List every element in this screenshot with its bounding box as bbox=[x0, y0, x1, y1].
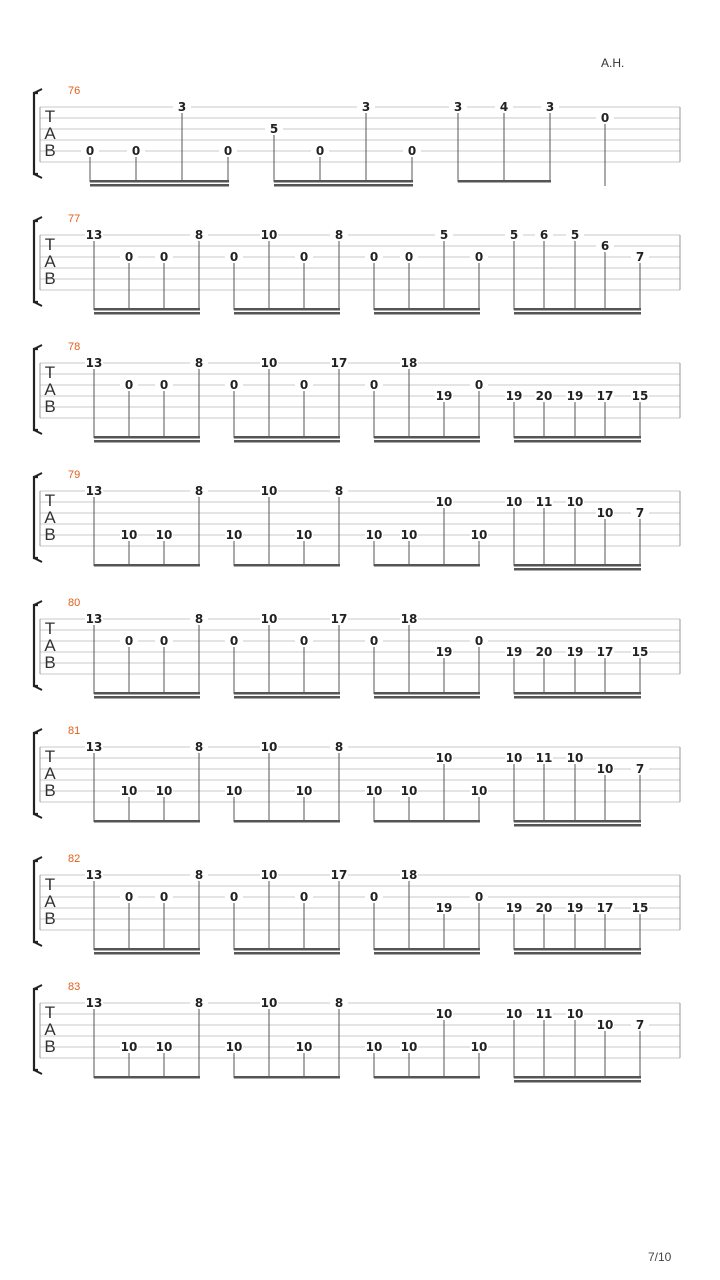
fret-number: 0 bbox=[299, 890, 309, 904]
note-beam bbox=[94, 1076, 200, 1079]
fret-number: 10 bbox=[505, 751, 523, 765]
fret-number: 0 bbox=[229, 890, 239, 904]
system-bracket bbox=[34, 349, 38, 430]
fret-number: 6 bbox=[539, 228, 549, 242]
measure-number: 81 bbox=[68, 725, 81, 737]
note-beam bbox=[234, 436, 340, 439]
note-beam bbox=[234, 692, 340, 695]
tab-system bbox=[34, 213, 680, 315]
fret-number: 19 bbox=[566, 645, 584, 659]
fret-number: 10 bbox=[260, 228, 278, 242]
fret-number: 0 bbox=[474, 250, 484, 264]
fret-number: 10 bbox=[155, 784, 173, 798]
note-beam bbox=[514, 696, 641, 699]
tab-clef-letter: T bbox=[44, 107, 56, 126]
fret-number: 10 bbox=[400, 1040, 418, 1054]
note-beam bbox=[94, 308, 200, 311]
fret-number: 0 bbox=[229, 378, 239, 392]
fret-number: 10 bbox=[400, 528, 418, 542]
fret-number: 0 bbox=[600, 111, 610, 125]
fret-number: 10 bbox=[596, 762, 614, 776]
fret-number: 10 bbox=[260, 612, 278, 626]
tab-system bbox=[34, 981, 680, 1083]
fret-number: 8 bbox=[334, 996, 344, 1010]
fret-number: 0 bbox=[229, 250, 239, 264]
tab-system bbox=[34, 469, 680, 571]
tab-clef-letter: T bbox=[44, 747, 56, 766]
fret-number: 0 bbox=[124, 634, 134, 648]
fret-number: 10 bbox=[566, 1007, 584, 1021]
fret-number: 7 bbox=[635, 506, 645, 520]
note-beam bbox=[94, 564, 200, 567]
note-beam bbox=[374, 440, 480, 443]
note-beam bbox=[234, 312, 340, 315]
fret-number: 10 bbox=[505, 1007, 523, 1021]
fret-number: 5 bbox=[269, 122, 279, 136]
fret-number: 8 bbox=[334, 228, 344, 242]
fret-number: 19 bbox=[435, 389, 453, 403]
fret-number: 15 bbox=[631, 901, 649, 915]
fret-number: 11 bbox=[535, 495, 553, 509]
tab-clef-letter: B bbox=[44, 1037, 56, 1056]
fret-number: 10 bbox=[120, 528, 138, 542]
fret-number: 15 bbox=[631, 645, 649, 659]
fret-number: 10 bbox=[260, 996, 278, 1010]
measure-number: 82 bbox=[68, 853, 81, 865]
fret-number: 17 bbox=[330, 868, 348, 882]
fret-number: 0 bbox=[229, 634, 239, 648]
tab-clef-letter: B bbox=[44, 141, 56, 160]
fret-number: 17 bbox=[596, 389, 614, 403]
fret-number: 10 bbox=[435, 1007, 453, 1021]
fret-number: 0 bbox=[159, 378, 169, 392]
measure-number: 76 bbox=[68, 85, 81, 97]
fret-number: 0 bbox=[299, 634, 309, 648]
note-beam bbox=[374, 312, 480, 315]
note-beam bbox=[94, 696, 200, 699]
fret-number: 0 bbox=[369, 634, 379, 648]
note-beam bbox=[374, 820, 480, 823]
page-number: 7/10 bbox=[648, 1250, 672, 1264]
fret-number: 10 bbox=[566, 751, 584, 765]
fret-number: 0 bbox=[299, 250, 309, 264]
fret-number: 11 bbox=[535, 751, 553, 765]
system-bracket bbox=[34, 733, 38, 814]
fret-number: 17 bbox=[330, 612, 348, 626]
fret-number: 8 bbox=[194, 612, 204, 626]
measure-number: 77 bbox=[68, 213, 81, 225]
system-bracket bbox=[34, 605, 38, 686]
fret-number: 13 bbox=[85, 228, 103, 242]
tab-clef-letter: T bbox=[44, 235, 56, 254]
fret-number: 10 bbox=[470, 528, 488, 542]
note-beam bbox=[234, 440, 340, 443]
fret-number: 10 bbox=[435, 495, 453, 509]
fret-number: 10 bbox=[260, 356, 278, 370]
fret-number: 10 bbox=[596, 1018, 614, 1032]
tab-clef-letter: B bbox=[44, 269, 56, 288]
fret-number: 8 bbox=[194, 356, 204, 370]
fret-number: 10 bbox=[365, 1040, 383, 1054]
note-beam bbox=[94, 692, 200, 695]
fret-number: 10 bbox=[400, 784, 418, 798]
fret-number: 10 bbox=[225, 784, 243, 798]
note-beam bbox=[514, 564, 641, 567]
note-beam bbox=[514, 436, 641, 439]
fret-number: 19 bbox=[435, 901, 453, 915]
note-beam bbox=[90, 184, 229, 187]
note-beam bbox=[94, 440, 200, 443]
fret-number: 7 bbox=[635, 250, 645, 264]
note-beam bbox=[90, 180, 229, 183]
fret-number: 19 bbox=[505, 901, 523, 915]
tab-clef-letter: B bbox=[44, 397, 56, 416]
fret-number: 3 bbox=[177, 100, 187, 114]
measure-number: 80 bbox=[68, 597, 81, 609]
note-beam bbox=[234, 696, 340, 699]
fret-number: 19 bbox=[566, 389, 584, 403]
fret-number: 13 bbox=[85, 868, 103, 882]
fret-number: 0 bbox=[124, 378, 134, 392]
note-beam bbox=[234, 308, 340, 311]
tab-clef-letter: A bbox=[44, 508, 56, 527]
fret-number: 10 bbox=[295, 1040, 313, 1054]
note-beam bbox=[514, 948, 641, 951]
tab-clef-letter: B bbox=[44, 653, 56, 672]
fret-number: 0 bbox=[299, 378, 309, 392]
fret-number: 13 bbox=[85, 740, 103, 754]
fret-number: 8 bbox=[334, 740, 344, 754]
fret-number: 10 bbox=[596, 506, 614, 520]
tab-clef-letter: A bbox=[44, 636, 56, 655]
tab-clef-letter: A bbox=[44, 380, 56, 399]
note-beam bbox=[234, 948, 340, 951]
tab-system bbox=[34, 341, 680, 443]
note-beam bbox=[374, 436, 480, 439]
tab-system bbox=[34, 725, 680, 827]
fret-number: 0 bbox=[223, 144, 233, 158]
fret-number: 3 bbox=[453, 100, 463, 114]
measure-number: 79 bbox=[68, 469, 81, 481]
note-beam bbox=[94, 312, 200, 315]
fret-number: 0 bbox=[369, 250, 379, 264]
tab-system bbox=[34, 85, 680, 187]
note-beam bbox=[274, 180, 413, 183]
fret-number: 10 bbox=[260, 740, 278, 754]
note-beam bbox=[374, 952, 480, 955]
fret-number: 10 bbox=[260, 868, 278, 882]
tab-clef-letter: B bbox=[44, 909, 56, 928]
fret-number: 17 bbox=[330, 356, 348, 370]
fret-number: 18 bbox=[400, 868, 418, 882]
note-beam bbox=[514, 312, 641, 315]
tab-system bbox=[34, 853, 680, 955]
note-beam bbox=[514, 952, 641, 955]
tab-system bbox=[34, 597, 680, 699]
note-beam bbox=[514, 568, 641, 571]
fret-number: 10 bbox=[470, 784, 488, 798]
system-bracket bbox=[34, 861, 38, 942]
fret-number: 10 bbox=[120, 1040, 138, 1054]
fret-number: 10 bbox=[225, 528, 243, 542]
note-beam bbox=[374, 1076, 480, 1079]
tab-clef-letter: T bbox=[44, 491, 56, 510]
fret-number: 18 bbox=[400, 356, 418, 370]
note-beam bbox=[94, 952, 200, 955]
fret-number: 0 bbox=[159, 634, 169, 648]
fret-number: 0 bbox=[404, 250, 414, 264]
fret-number: 7 bbox=[635, 762, 645, 776]
fret-number: 10 bbox=[365, 784, 383, 798]
system-bracket bbox=[34, 989, 38, 1070]
fret-number: 0 bbox=[369, 890, 379, 904]
fret-number: 13 bbox=[85, 996, 103, 1010]
fret-number: 20 bbox=[535, 645, 553, 659]
note-beam bbox=[514, 820, 641, 823]
note-beam bbox=[514, 1080, 641, 1083]
tab-clef-letter: A bbox=[44, 1020, 56, 1039]
fret-number: 8 bbox=[194, 740, 204, 754]
fret-number: 17 bbox=[596, 901, 614, 915]
note-beam bbox=[514, 1076, 641, 1079]
fret-number: 18 bbox=[400, 612, 418, 626]
fret-number: 7 bbox=[635, 1018, 645, 1032]
fret-number: 8 bbox=[194, 996, 204, 1010]
tab-clef-letter: B bbox=[44, 781, 56, 800]
fret-number: 4 bbox=[499, 100, 509, 114]
note-beam bbox=[374, 308, 480, 311]
note-beam bbox=[374, 696, 480, 699]
measure-number: 78 bbox=[68, 341, 81, 353]
note-beam bbox=[94, 948, 200, 951]
fret-number: 10 bbox=[566, 495, 584, 509]
fret-number: 13 bbox=[85, 356, 103, 370]
tab-clef-letter: T bbox=[44, 619, 56, 638]
note-beam bbox=[514, 440, 641, 443]
note-beam bbox=[234, 564, 340, 567]
note-beam bbox=[374, 948, 480, 951]
fret-number: 0 bbox=[131, 144, 141, 158]
fret-number: 11 bbox=[535, 1007, 553, 1021]
fret-number: 13 bbox=[85, 484, 103, 498]
fret-number: 3 bbox=[361, 100, 371, 114]
fret-number: 20 bbox=[535, 901, 553, 915]
fret-number: 10 bbox=[295, 528, 313, 542]
fret-number: 3 bbox=[545, 100, 555, 114]
fret-number: 0 bbox=[474, 634, 484, 648]
fret-number: 10 bbox=[435, 751, 453, 765]
note-beam bbox=[514, 824, 641, 827]
fret-number: 0 bbox=[315, 144, 325, 158]
fret-number: 8 bbox=[194, 228, 204, 242]
note-beam bbox=[274, 184, 413, 187]
note-beam bbox=[514, 308, 641, 311]
note-beam bbox=[514, 692, 641, 695]
fret-number: 0 bbox=[369, 378, 379, 392]
note-beam bbox=[234, 952, 340, 955]
fret-number: 0 bbox=[124, 250, 134, 264]
fret-number: 10 bbox=[155, 1040, 173, 1054]
fret-number: 10 bbox=[295, 784, 313, 798]
fret-number: 10 bbox=[260, 484, 278, 498]
fret-number: 10 bbox=[225, 1040, 243, 1054]
fret-number: 0 bbox=[159, 890, 169, 904]
fret-number: 0 bbox=[159, 250, 169, 264]
tab-clef-letter: A bbox=[44, 124, 56, 143]
fret-number: 8 bbox=[334, 484, 344, 498]
fret-number: 19 bbox=[505, 389, 523, 403]
fret-number: 10 bbox=[120, 784, 138, 798]
measure-number: 83 bbox=[68, 981, 81, 993]
fret-number: 10 bbox=[365, 528, 383, 542]
system-bracket bbox=[34, 221, 38, 302]
fret-number: 8 bbox=[194, 484, 204, 498]
fret-number: 10 bbox=[505, 495, 523, 509]
system-bracket bbox=[34, 93, 38, 174]
tab-clef-letter: T bbox=[44, 363, 56, 382]
tab-clef-letter: B bbox=[44, 525, 56, 544]
note-beam bbox=[374, 692, 480, 695]
fret-number: 13 bbox=[85, 612, 103, 626]
fret-number: 20 bbox=[535, 389, 553, 403]
fret-number: 19 bbox=[566, 901, 584, 915]
fret-number: 0 bbox=[407, 144, 417, 158]
fret-number: 5 bbox=[509, 228, 519, 242]
fret-number: 0 bbox=[474, 890, 484, 904]
tab-clef-letter: A bbox=[44, 252, 56, 271]
fret-number: 6 bbox=[600, 239, 610, 253]
fret-number: 19 bbox=[435, 645, 453, 659]
note-beam bbox=[94, 436, 200, 439]
fret-number: 19 bbox=[505, 645, 523, 659]
note-beam bbox=[374, 564, 480, 567]
fret-number: 17 bbox=[596, 645, 614, 659]
fret-number: 0 bbox=[474, 378, 484, 392]
fret-number: 5 bbox=[439, 228, 449, 242]
tab-clef-letter: T bbox=[44, 1003, 56, 1022]
fret-number: 10 bbox=[155, 528, 173, 542]
tab-clef-letter: A bbox=[44, 764, 56, 783]
tab-clef-letter: T bbox=[44, 875, 56, 894]
note-beam bbox=[94, 820, 200, 823]
fret-number: 10 bbox=[470, 1040, 488, 1054]
system-bracket bbox=[34, 477, 38, 558]
arranger-credit: A.H. bbox=[601, 56, 625, 70]
fret-number: 8 bbox=[194, 868, 204, 882]
tab-clef-letter: A bbox=[44, 892, 56, 911]
fret-number: 15 bbox=[631, 389, 649, 403]
fret-number: 5 bbox=[570, 228, 580, 242]
fret-number: 0 bbox=[124, 890, 134, 904]
note-beam bbox=[234, 820, 340, 823]
fret-number: 0 bbox=[85, 144, 95, 158]
note-beam bbox=[234, 1076, 340, 1079]
